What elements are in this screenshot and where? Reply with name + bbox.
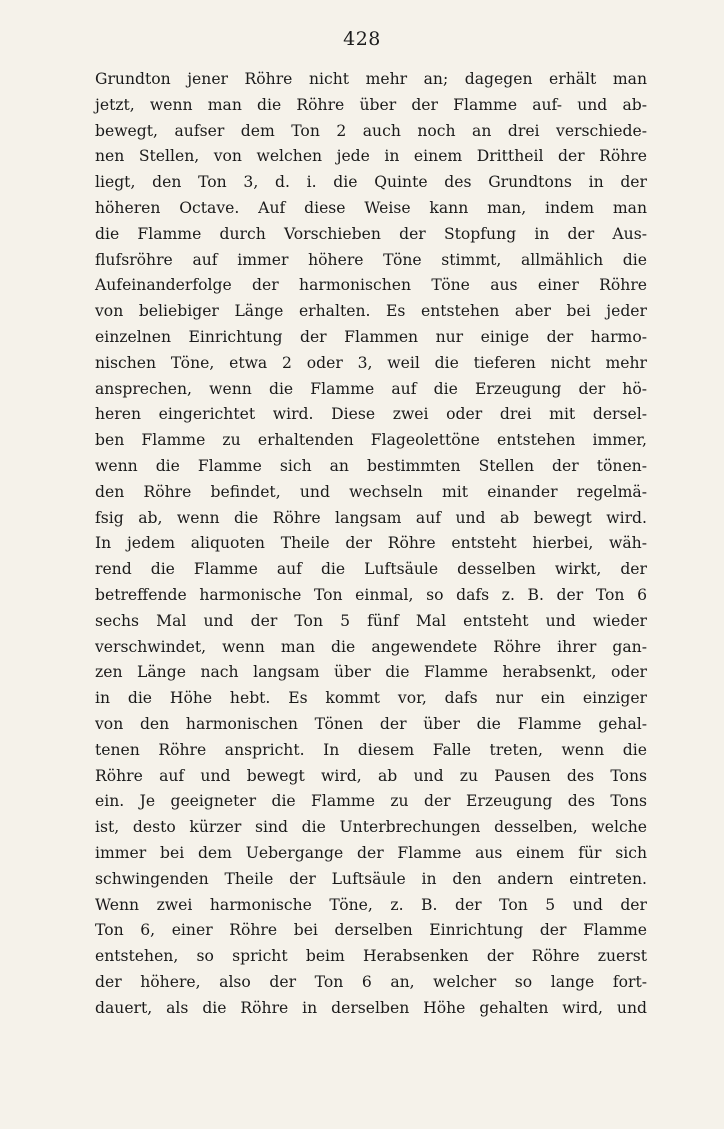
text-line: tenen Röhre anspricht. In diesem Falle treten, wenn die [95,740,647,759]
text-line: ist, desto kürzer sind die Unterbrechungen desselben, welche [95,818,647,837]
text-line: bewegt, aufser dem Ton 2 auch noch an drei verschiede- [95,121,647,140]
text-line: höheren Octave. Auf diese Weise kann man, indem man [95,198,647,217]
text-line: nischen Töne, etwa 2 oder 3, weil die tieferen nicht mehr [95,353,647,372]
text-line: Ton 6, einer Röhre bei derselben Einrichtung der Flamme [95,921,647,940]
text-line: von den harmonischen Tönen der über die Flamme gehal- [95,714,647,733]
text-line: nen Stellen, von welchen jede in einem Drittheil der Röhre [95,147,647,166]
text-line: zen Länge nach langsam über die Flamme herabsenkt, oder [95,663,647,682]
text-line: in die Höhe hebt. Es kommt vor, dafs nur ein einziger [95,689,647,708]
text-line: wenn die Flamme sich an bestimmten Stellen der tönen- [95,456,647,475]
text-line: ein. Je geeigneter die Flamme zu der Erzeugung des Tons [95,792,647,811]
text-line: entstehen, so spricht beim Herabsenken der Röhre zuerst [95,947,647,966]
text-line: der höhere, also der Ton 6 an, welcher so lange fort- [95,972,647,991]
text-line: In jedem aliquoten Theile der Röhre entsteht hierbei, wäh- [95,534,647,553]
text-line: fsig ab, wenn die Röhre langsam auf und ab bewegt wird. [95,508,647,527]
text-line: flufsröhre auf immer höhere Töne stimmt, allmählich die [95,250,647,269]
text-line: den Röhre befindet, und wechseln mit einander regelmä- [95,482,647,501]
text-line: immer bei dem Uebergange der Flamme aus einem für sich [95,843,647,862]
text-line: jetzt, wenn man die Röhre über der Flamme auf- und ab- [95,95,647,114]
text-line: sechs Mal und der Ton 5 fünf Mal entsteht und wieder [95,611,647,630]
text-line: ansprechen, wenn die Flamme auf die Erzeugung der hö- [95,379,647,398]
body-text [95,67,647,1021]
text-line: Grundton jener Röhre nicht mehr an; dagegen erhält man [95,70,647,88]
text-line: dauert, als die Röhre in derselben Höhe gehalten wird, und [95,998,647,1017]
text-line: betreffende harmonische Ton einmal, so dafs z. B. der Ton 6 [95,585,647,604]
text-line: Wenn zwei harmonische Töne, z. B. der Ton 5 und der [95,895,647,914]
text-line: von beliebiger Länge erhalten. Es entstehen aber bei jeder [95,302,647,321]
text-line: die Flamme durch Vorschieben der Stopfung in der Aus- [95,224,647,243]
text-line: heren eingerichtet wird. Diese zwei oder drei mit dersel- [95,405,647,424]
text-line: ben Flamme zu erhaltenden Flageolettöne entstehen immer, [95,431,647,450]
text-line: liegt, den Ton 3, d. i. die Quinte des Grundtons in der [95,173,647,192]
text-line: Aufeinanderfolge der harmonischen Töne aus einer Röhre [95,276,647,295]
page-number: 428 [343,28,381,50]
text-line: rend die Flamme auf die Luftsäule desselben wirkt, der [95,560,647,579]
text-line: Röhre auf und bewegt wird, ab und zu Pausen des Tons [95,766,647,785]
text-line: verschwindet, wenn man die angewendete Röhre ihrer gan- [95,637,647,656]
text-line: schwingenden Theile der Luftsäule in den andern eintreten. [95,869,647,888]
text-line: einzelnen Einrichtung der Flammen nur einige der harmo- [95,327,647,346]
